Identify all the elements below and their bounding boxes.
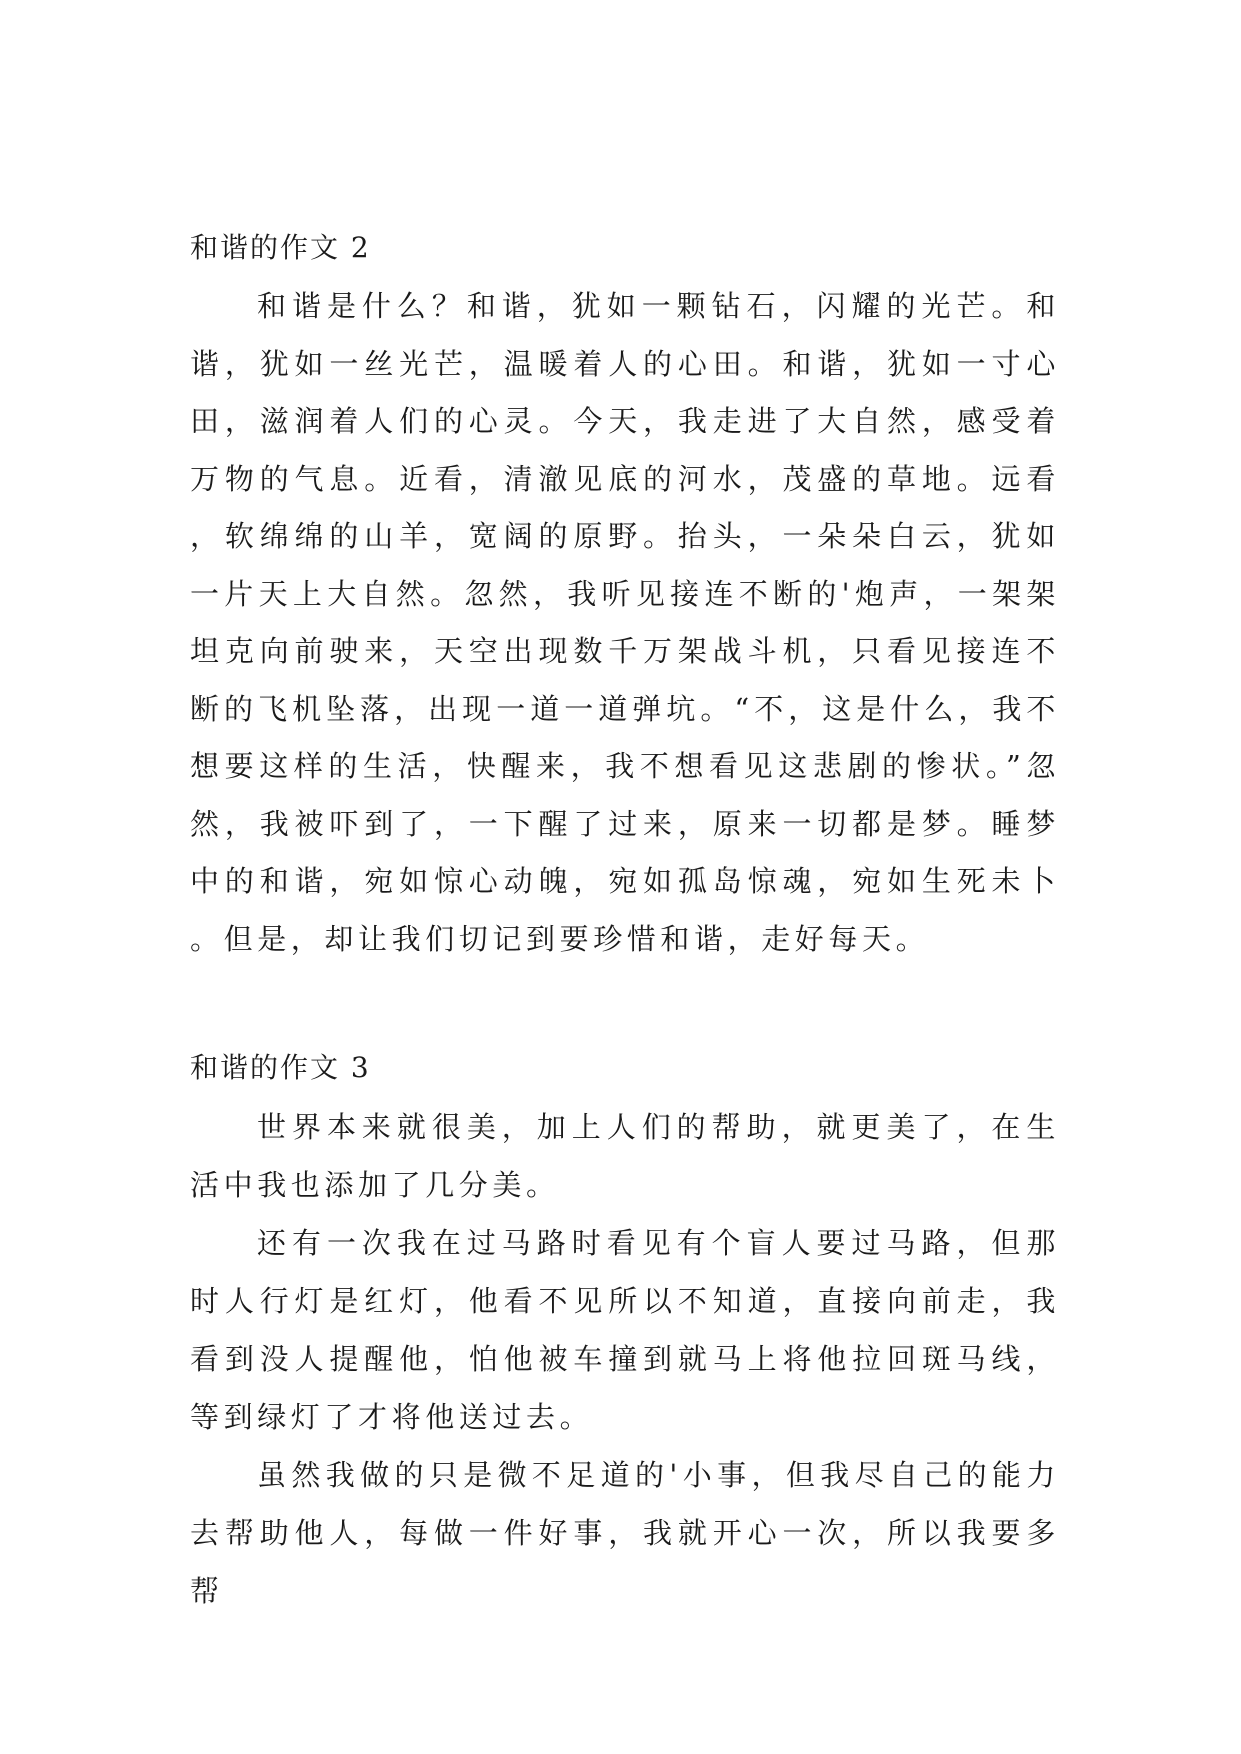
essay-section-2 [190,218,1060,968]
essay-paragraph: 还有一次我在过马路时看见有个盲人要过马路，但那时人行灯是红灯，他看不见所以不知道，直接向前走，我看到没人提醒他，怕他被车撞到就马上将他拉回斑马线，等到绿灯了才将他送过去。 [190,1226,1060,1434]
essay-paragraph: 和谐是什么？和谐，犹如一颗钻石，闪耀的光芒。和谐，犹如一丝光芒，温暖着人的心田。和谐，犹如一寸心田，滋润着人们的心灵。今天，我走进了大自然，感受着万物的气息。近看，清澈见底的河水，茂盛的草地。远看，软绵绵的山羊，宽阔的原野。抬头，一朵朵白云，犹如一片天上大自然。忽然，我听见接连不断的'炮声，一架架坦克向前驶来，天空出现数千万架战斗机，只看见接连不断的飞机坠落，出现一道一道弹坑。“不，这是什么，我不想要这样的生活，快醒来，我不想看见这悲剧的惨状。”忽然，我被吓到了，一下醒了过来，原来一切都是梦。睡梦中的和谐，宛如惊心动魄，宛如孤岛惊魂，宛如生死未卜。但是，却让我们切记到要珍惜和谐，走好每天。 [190,289,1060,956]
essay-paragraph: 世界本来就很美，加上人们的帮助，就更美了，在生活中我也添加了几分美。 [190,1110,1060,1202]
essay-section-3 [190,1038,1060,1620]
essay-title: 和谐的作文 3 [190,1051,371,1084]
essay-paragraph: 虽然我做的只是微不足道的'小事，但我尽自己的能力去帮助他人，每做一件好事，我就开心一次，所以我要多帮 [190,1458,1060,1608]
essay-title: 和谐的作文 2 [190,231,371,264]
